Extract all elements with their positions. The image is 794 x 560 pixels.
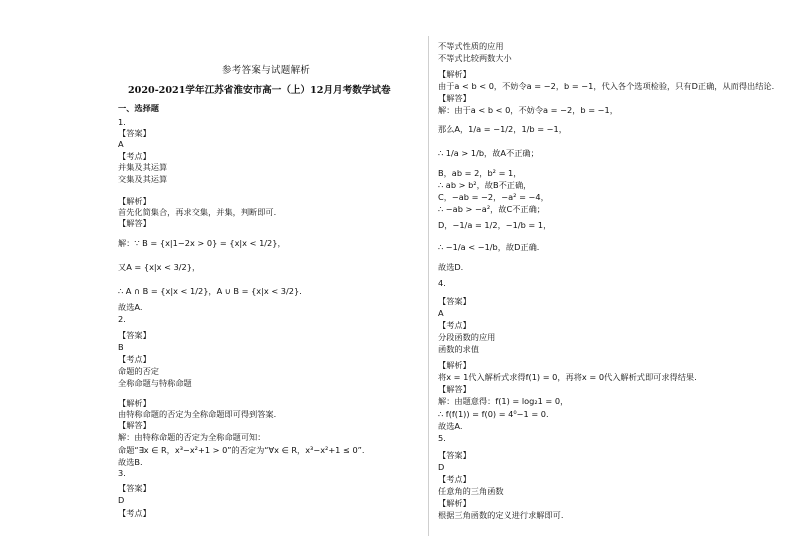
document-title: 参考答案与试题解析	[222, 65, 311, 76]
right-text-line: 4.	[438, 278, 446, 288]
left-text-line: 并集及其运算	[118, 162, 168, 172]
left-text-line: 【解析】	[118, 398, 151, 408]
right-text-line: 解：由于a < b < 0，不妨令a = −2，b = −1，	[438, 105, 618, 115]
right-text-line: 5.	[438, 433, 446, 443]
right-text-line: 任意角的三角函数	[438, 486, 504, 496]
right-text-line: D，−1/a = 1/2，−1/b = 1，	[438, 220, 552, 230]
right-text-line: ∴ −ab > −a²，故C不正确；	[438, 204, 545, 214]
right-text-line: ∴ f(f(1)) = f(0) = 4⁰−1 = 0.	[438, 409, 549, 419]
left-text-line: 首先化简集合，再求交集，并集，判断即可.	[118, 207, 277, 217]
left-text-line: 【答案】	[118, 483, 151, 493]
left-text-line: 【答案】	[118, 128, 151, 138]
exam-title: 2020-2021学年江苏省淮安市高一（上）12月月考数学试卷	[128, 85, 391, 96]
left-text-line: ∴ A ∩ B = {x|x < 1/2}，A ∪ B = {x|x < 3/2}.	[118, 286, 302, 296]
left-text-line: 又A = {x|x < 3/2}，	[118, 262, 201, 272]
right-text-line: 分段函数的应用	[438, 332, 496, 342]
right-text-line: 不等式性质的应用	[438, 41, 504, 51]
right-text-line: 将x = 1代入解析式求得f(1) = 0，再将x = 0代入解析式即可求得结果.	[438, 372, 697, 382]
left-text-line: 【解答】	[118, 218, 151, 228]
right-text-line: ∴ −1/a < −1/b，故D正确.	[438, 242, 540, 252]
right-text-line: 【解答】	[438, 93, 471, 103]
right-text-line: 【解析】	[438, 69, 471, 79]
left-text-line: 一、选择题	[118, 103, 159, 113]
left-text-line: 解：∵ B = {x|1−2x > 0} = {x|x < 1/2}，	[118, 238, 286, 248]
left-text-line: 【解析】	[118, 196, 151, 206]
right-text-line: 解：由题意得：f(1) = log₂1 = 0，	[438, 396, 569, 406]
right-text-line: ∴ 1/a > 1/b，故A不正确；	[438, 148, 539, 158]
right-text-line: 根据三角函数的定义进行求解即可.	[438, 510, 564, 520]
right-text-line: 函数的求值	[438, 344, 479, 354]
left-text-line: 【考点】	[118, 151, 151, 161]
left-text-line: 【答案】	[118, 330, 151, 340]
left-text-line: 命题“∃x ∈ R，x³−x²+1 > 0”的否定为“∀x ∈ R，x³−x²+1 ≤ 0”.	[118, 445, 365, 455]
right-text-line: 【解析】	[438, 498, 471, 508]
right-text-line: 那么A，1/a = −1/2，1/b = −1，	[438, 124, 567, 134]
left-text-line: 1.	[118, 117, 126, 127]
left-text-line: 全称命题与特称命题	[118, 378, 192, 388]
left-text-line: 由特称命题的否定为全称命题即可得到答案.	[118, 409, 277, 419]
left-text-line: 【解答】	[118, 420, 151, 430]
right-text-line: 【考点】	[438, 474, 471, 484]
right-text-line: 由于a < b < 0，不妨令a = −2，b = −1，代入各个选项检验，只有D正确，从而得出结论.	[438, 81, 775, 91]
left-text-line: A	[118, 139, 124, 149]
left-text-line: 【考点】	[118, 354, 151, 364]
left-text-line: D	[118, 495, 125, 505]
right-text-line: 【考点】	[438, 320, 471, 330]
left-text-line: 【考点】	[118, 508, 151, 518]
left-text-line: 故选B.	[118, 457, 143, 467]
right-text-line: C，−ab = −2，−a² = −4，	[438, 192, 549, 202]
right-text-line: 【解析】	[438, 360, 471, 370]
right-text-line: A	[438, 308, 444, 318]
right-text-line: 故选A.	[438, 421, 463, 431]
left-text-line: 3.	[118, 468, 126, 478]
right-text-line: ∴ ab > b²，故B不正确，	[438, 180, 532, 190]
left-text-line: B	[118, 342, 124, 352]
right-text-line: 【解答】	[438, 384, 471, 394]
right-text-line: 不等式比较两数大小	[438, 53, 512, 63]
right-text-line: 【答案】	[438, 450, 471, 460]
right-text-line: B，ab = 2，b² = 1，	[438, 168, 522, 178]
left-text-line: 交集及其运算	[118, 174, 168, 184]
right-text-line: D	[438, 462, 445, 472]
left-text-line: 2.	[118, 314, 126, 324]
left-text-line: 解：由特称命题的否定为全称命题可知：	[118, 432, 266, 442]
left-text-line: 命题的否定	[118, 366, 159, 376]
left-text-line: 故选A.	[118, 302, 143, 312]
right-text-line: 【答案】	[438, 296, 471, 306]
right-text-line: 故选D.	[438, 262, 464, 272]
column-divider	[428, 36, 429, 536]
